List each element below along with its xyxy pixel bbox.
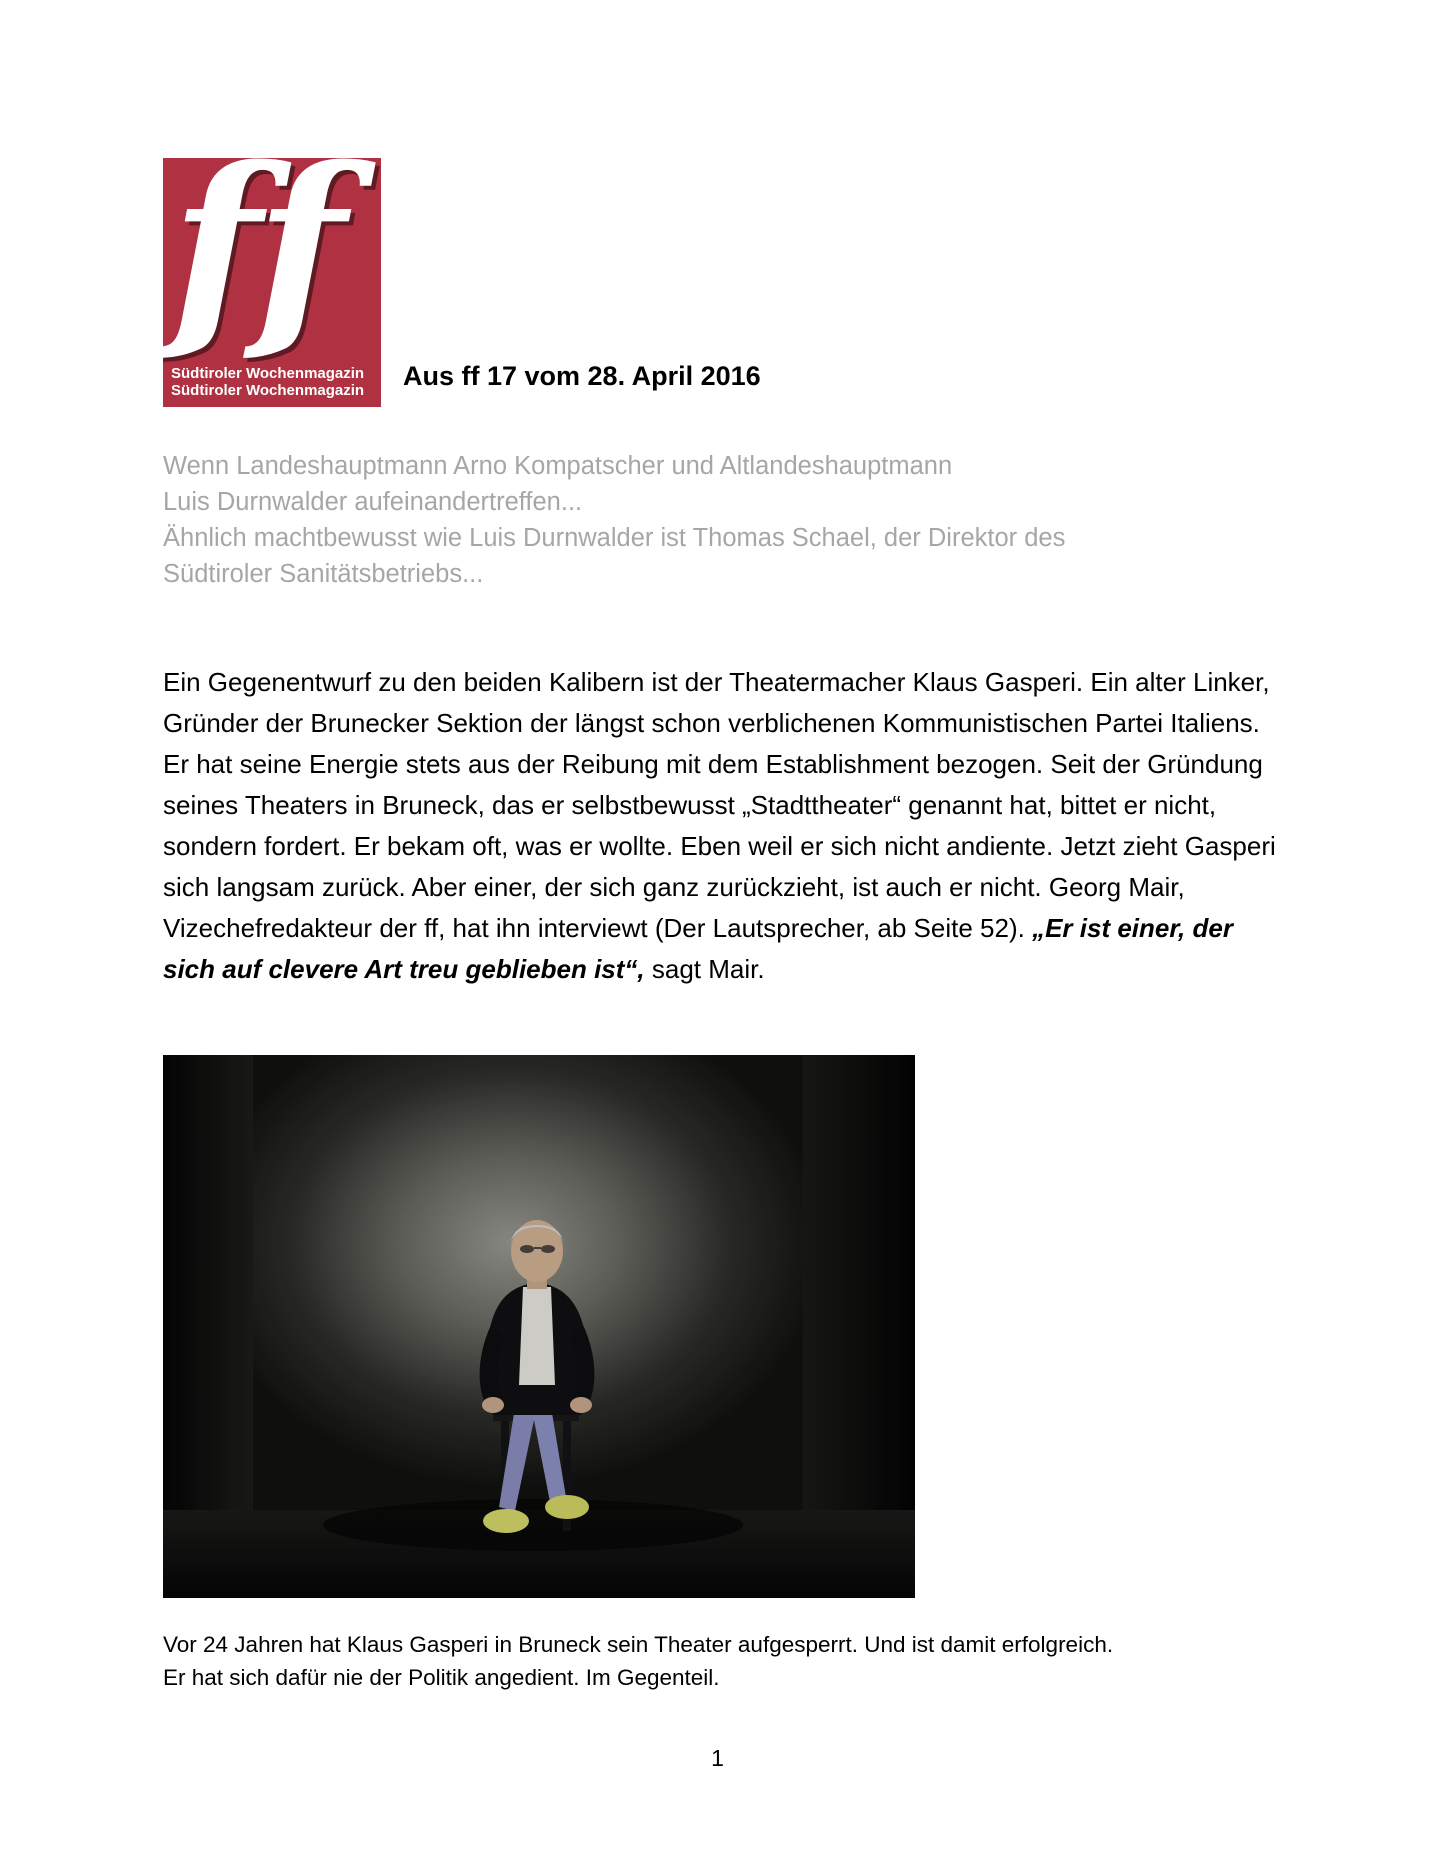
article-paragraph-text: Ein Gegenentwurf zu den beiden Kalibern ist der Theatermacher Klaus Gasperi. Ein alter Linker, Gründer der Brunecker Sektion der längst schon verblichenen Kommunistischen Partei Italiens. Er hat seine Energie stets aus der Reibung mit dem Establishment bezogen. Seit der Gründung seines Theaters in Bruneck, das er selbstbewusst „Stadttheater“ genannt hat, bittet er nicht, sondern fordert. Er bekam oft, was er wollte. Eben weil er sich nicht andiente. Jetzt zieht Gasperi sich langsam zurück. Aber einer, der sich ganz zurückzieht, ist auch er nicht. Georg Mair, Vizechefredakteur der ff, hat ihn interviewt (Der Lautsprecher, ab Seite 52). (163, 667, 1276, 943)
photo-graphic (163, 1055, 915, 1598)
page-number: 1 (711, 1745, 724, 1771)
article-body (163, 662, 1281, 990)
article-photo (163, 1055, 915, 1598)
ff-magazine-logo (163, 158, 381, 407)
caption-line-1: Vor 24 Jahren hat Klaus Gasperi in Bruneck sein Theater aufgesperrt. Und ist damit erfolgreich. (163, 1632, 1114, 1657)
article-pull-quote: „Er ist einer, der sich auf clevere Art treu geblieben ist“, (163, 913, 1233, 984)
logo-subtitle-line-2: Südtiroler Wochenmagazin (171, 382, 365, 399)
teaser-line-1: Wenn Landeshauptmann Arno Kompatscher und Altlandeshauptmann (163, 452, 953, 480)
source-line: Aus ff 17 vom 28. April 2016 (403, 361, 761, 391)
caption-line-2: Er hat sich dafür nie der Politik angedient. Im Gegenteil. (163, 1665, 720, 1690)
teaser-line-3: Ähnlich machtbewusst wie Luis Durnwalder ist Thomas Schael, der Direktor des (163, 524, 1066, 552)
logo-wordmark: ff (171, 158, 340, 368)
logo-subtitle (171, 365, 373, 399)
teaser-line-4: Südtiroler Sanitätsbetriebs... (163, 560, 484, 588)
article-quote-attribution: sagt Mair. (644, 954, 765, 984)
photo-caption (163, 1628, 1283, 1694)
teaser-line-2: Luis Durnwalder aufeinandertreffen... (163, 488, 583, 516)
logo-subtitle-line-1: Südtiroler Wochenmagazin (171, 365, 365, 382)
document-header (163, 158, 761, 407)
article-paragraph (163, 662, 1281, 990)
teaser-block (163, 448, 1278, 592)
